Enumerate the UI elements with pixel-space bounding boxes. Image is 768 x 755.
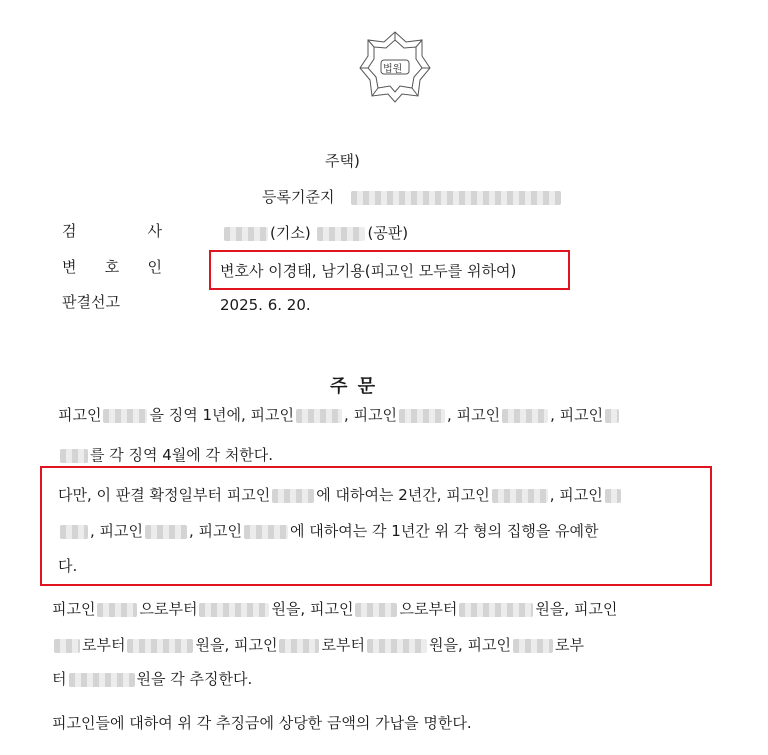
order-p2-line2: , 피고인 , 피고인 에 대하여는 각 1년간 위 각 형의 집행을 유예한 (58, 520, 599, 541)
lawyer-value: 변호사 이경태, 남기용(피고인 모두를 위하여) (220, 262, 517, 280)
order-title: 주 문 (330, 376, 378, 397)
judgment-label: 판결선고 (62, 293, 120, 311)
address-line: 주택) (325, 152, 360, 170)
seal-label: 법원 (383, 64, 403, 75)
lawyer-label: 변 호 인 (62, 258, 162, 276)
judgment-row (62, 291, 162, 312)
prosecutor-value (222, 222, 408, 243)
prosecutor-row (62, 220, 162, 241)
role-indictment: (기소) (270, 224, 311, 242)
role-trial: (공판) (367, 224, 409, 242)
registry-label: 등록기준지 (262, 188, 335, 206)
order-p3-line3: 터 원을 각 추징한다. (52, 670, 253, 688)
redacted-address (351, 191, 561, 205)
judgment-date: 2025. 6. 20. (220, 296, 311, 314)
order-p3-line2: 로부터 원을, 피고인 로부터 원을, 피고인 로부 (52, 634, 584, 655)
redacted-name (317, 227, 365, 241)
order-p2-line1: 다만, 이 판결 확정일부터 피고인 에 대하여는 2년간, 피고인 , 피고인 (58, 484, 623, 505)
order-p4: 피고인들에 대하여 위 각 추징금에 상당한 금액의 가납을 명한다. (52, 714, 472, 732)
redacted-name (224, 227, 268, 241)
order-p2-line3: 다. (58, 557, 78, 575)
order-p3-line1: 피고인 으로부터 원을, 피고인 으로부터 원을, 피고인 (52, 600, 618, 618)
prosecutor-label: 검 사 (62, 222, 162, 240)
registry-line (262, 186, 563, 207)
order-p1-line1: 피고인 을 징역 1년에, 피고인 , 피고인 , 피고인 , 피고인 (58, 404, 621, 425)
order-p1-line2: 를 각 징역 4월에 각 처한다. (58, 444, 273, 465)
lawyer-row (62, 256, 162, 277)
